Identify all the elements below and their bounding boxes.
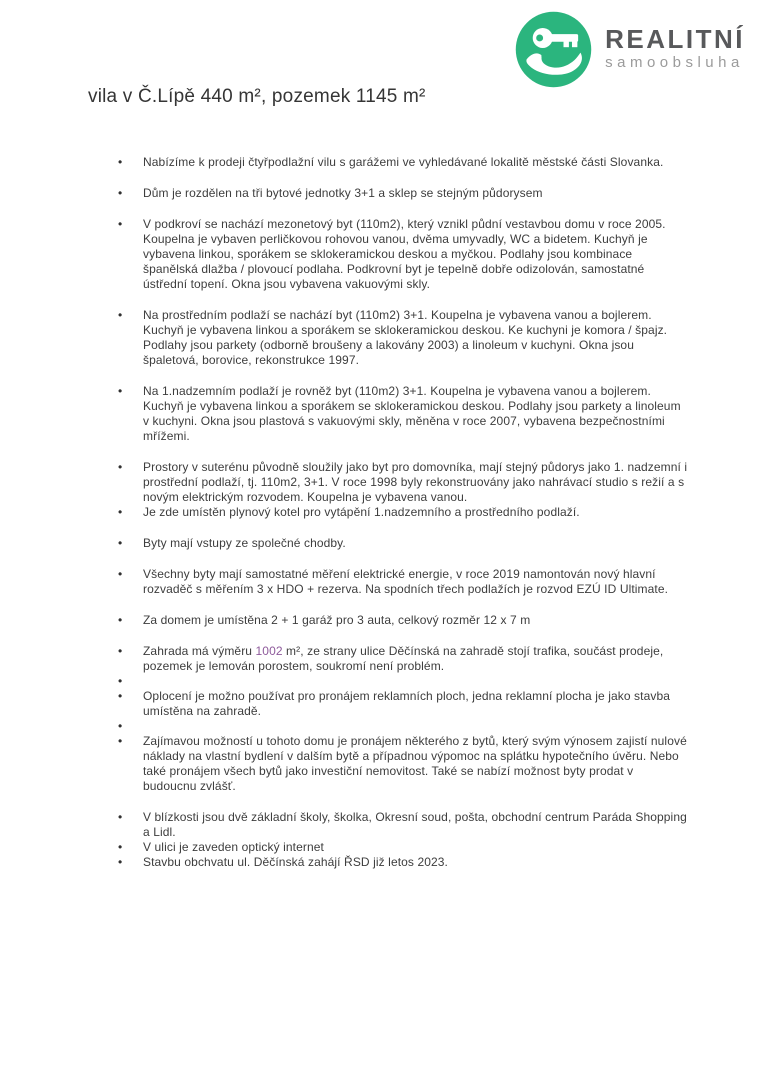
bullet-text: Byty mají vstupy ze společné chodby. [143, 536, 346, 550]
bullet-text: Oplocení je možno používat pro pronájem reklamních ploch, jedna reklamní plocha je jako stavba umístěna na zahradě. [143, 689, 671, 718]
bullet-text [143, 719, 688, 734]
bullet-marker-icon: • [118, 644, 123, 658]
list-item [118, 810, 688, 840]
bullet-text: Všechny byty mají samostatné měření elektrické energie, v roce 2019 namontován nový hlavní rozvaděč s měřením 3 x HDO + rezerva. Na spodních třech podlažích je rozvod EZÚ ID Ultimate. [143, 567, 669, 596]
bullet-marker-icon: • [118, 536, 123, 550]
bullet-marker-icon: • [118, 567, 123, 581]
bullet-text: Dům je rozdělen na tři bytové jednotky 3+1 a sklep se stejným půdorysem [143, 186, 543, 200]
list-item [118, 460, 688, 505]
bullet-marker-icon: • [118, 734, 123, 748]
bullet-marker-icon: • [118, 840, 123, 854]
bullet-marker-icon: • [118, 674, 123, 688]
bullet-text: Za domem je umístěna 2 + 1 garáž pro 3 auta, celkový rozměr 12 x 7 m [143, 613, 531, 627]
bullet-text: Je zde umístěn plynový kotel pro vytápění 1.nadzemního a prostředního podlaží. [143, 505, 580, 519]
list-item [118, 505, 688, 520]
bullet-list [118, 155, 688, 870]
logo-brand: REALITNÍ [605, 24, 745, 55]
list-item [118, 155, 688, 170]
list-item [118, 855, 688, 870]
bullet-marker-icon: • [118, 719, 123, 733]
bullet-text: Zahrada má výměru 1002 m², ze strany ulice Děčínská na zahradě stojí trafika, součást prodeje, pozemek je lemován porostem, soukromí není problém. [143, 644, 664, 673]
list-item [118, 186, 688, 201]
bullet-text: Na prostředním podlaží se nachází byt (110m2) 3+1. Koupelna je vybavena vanou a bojlerem. Kuchyň je vybavena linkou a sporákem se sklokeramickou deskou. Ke kuchyni je komora / špajz. Podlahy jsou parkety (odborně broušeny a lakovány 2003) a linoleum v kuchyni. Okna jsou špaletová, borovice, rekonstrukce 1997. [143, 308, 668, 367]
logo-subtitle: samoobsluha [605, 54, 744, 72]
bullet-text: V ulici je zaveden optický internet [143, 840, 324, 854]
key-in-hand-icon [515, 11, 592, 88]
list-item [118, 689, 688, 719]
bullet-text: Zajímavou možností u tohoto domu je pronájem některého z bytů, který svým výnosem zajistí nulové náklady na vlastní bydlení v dalším bytě a případnou výpomoc na splátku hypotečního úvěru. Nebo také pronájem všech bytů jako investiční nemovitost. Také se nabízí možnost byty prodat v budoucnu zvlášť. [143, 734, 687, 793]
bullet-marker-icon: • [118, 186, 123, 200]
list-item [118, 719, 688, 734]
bullet-text: Stavbu obchvatu ul. Děčínská zahájí ŘSD již letos 2023. [143, 855, 448, 869]
bullet-marker-icon: • [118, 460, 123, 474]
bullet-text [143, 674, 688, 689]
list-item [118, 674, 688, 689]
list-item [118, 613, 688, 628]
bullet-text: V podkroví se nachází mezonetový byt (110m2), který vznikl půdní vestavbou domu v roce 2005. Koupelna je vybaven perličkovou rohovou vanou, dvěma umyvadly, WC a bidetem. Kuchyň je vybavena linkou, sporákem se sklokeramickou deskou a myčkou. Podlahy jsou kombinace španělská dlažba / plovoucí podlaha. Podkrovní byt je tepelně dobře odizolován, samostatné ústřední topení. Okna jsou vybavena vakuovými skly. [143, 217, 666, 291]
bullet-marker-icon: • [118, 689, 123, 703]
logo [515, 11, 745, 88]
bullet-marker-icon: • [118, 217, 123, 231]
bullet-marker-icon: • [118, 384, 123, 398]
logo-text [605, 26, 745, 73]
bullet-marker-icon: • [118, 155, 123, 169]
list-item [118, 567, 688, 597]
bullet-text: Prostory v suterénu původně sloužily jako byt pro domovníka, mají stejný půdorys jako 1. nadzemní i prostřední podlaží, tj. 110m2, 3+1. V roce 1998 byly rekonstruovány jako nahrávací studio s režií a s novým elektrickým rozvodem. Koupelna je vybavena vanou. [143, 460, 688, 504]
list-item [118, 644, 688, 674]
bullet-marker-icon: • [118, 613, 123, 627]
bullet-marker-icon: • [118, 308, 123, 322]
bullet-marker-icon: • [118, 810, 123, 824]
list-item [118, 536, 688, 551]
page-title: vila v Č.Lípě 440 m², pozemek 1145 m² [88, 86, 426, 107]
bullet-text: V blízkosti jsou dvě základní školy, školka, Okresní soud, pošta, obchodní centrum Paráda Shopping a Lidl. [143, 810, 687, 839]
list-item [118, 734, 688, 794]
list-item [118, 384, 688, 444]
list-item [118, 840, 688, 855]
bullet-marker-icon: • [118, 855, 123, 869]
list-item [118, 308, 688, 368]
bullet-marker-icon: • [118, 505, 123, 519]
bullet-text: Na 1.nadzemním podlaží je rovněž byt (110m2) 3+1. Koupelna je vybavena vanou a bojlerem. Kuchyň je vybavena linkou a sporákem se sklokeramickou deskou. Podlahy jsou parkety a linoleum v kuchyni. Okna jsou plastová s vakuovými skly, měněna v roce 2007, vybavena bezpečnostními mřížemi. [143, 384, 681, 443]
bullet-text: Nabízíme k prodeji čtyřpodlažní vilu s garážemi ve vyhledávané lokalitě městské části Slovanka. [143, 155, 664, 169]
list-item [118, 217, 688, 292]
